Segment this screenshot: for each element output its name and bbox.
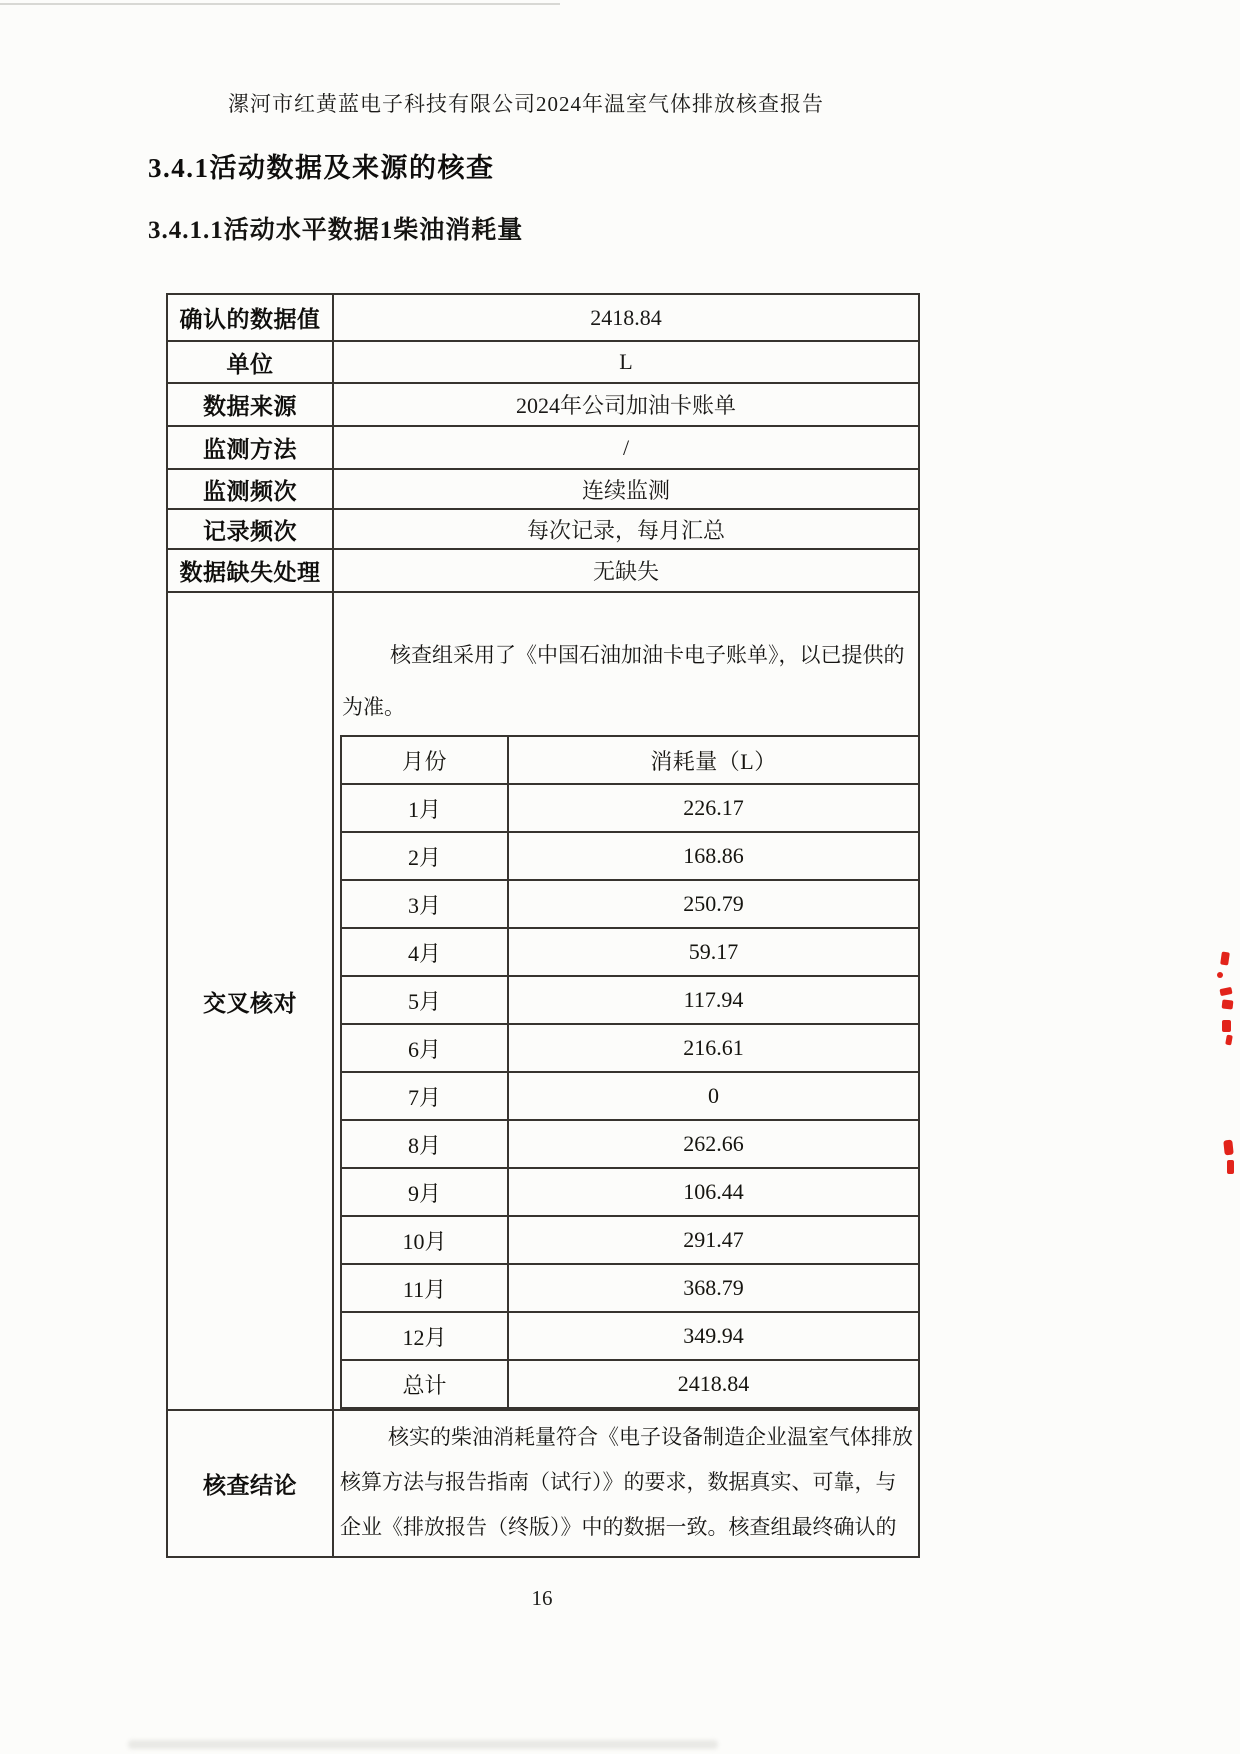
cross-check-cell	[333, 592, 919, 1410]
red-pen-mark	[1217, 972, 1223, 978]
month-cell: 8月	[341, 1120, 508, 1168]
month-cell: 11月	[341, 1264, 508, 1312]
month-cell: 9月	[341, 1168, 508, 1216]
row-label-data-source: 数据来源	[167, 383, 333, 426]
row-value-unit: L	[333, 341, 919, 383]
cross-check-row	[167, 592, 919, 1410]
spec-table	[166, 293, 920, 1558]
row-label-missing-data: 数据缺失处理	[167, 549, 333, 592]
conclusion-line: 企业《排放报告（终版）》中的数据一致。核查组最终确认的	[340, 1515, 897, 1539]
conclusion-label: 核查结论	[167, 1410, 333, 1557]
report-header-title: 漯河市红黄蓝电子科技有限公司2024年温室气体排放核查报告	[228, 92, 824, 116]
scan-artifact-smudge	[128, 1740, 718, 1749]
cross-check-intro	[342, 629, 914, 733]
monthly-row	[341, 1168, 919, 1216]
month-cell: 5月	[341, 976, 508, 1024]
row-label-unit: 单位	[167, 341, 333, 383]
monthly-row	[341, 1312, 919, 1360]
monthly-row	[341, 1264, 919, 1312]
consumption-cell: 106.44	[508, 1168, 919, 1216]
red-pen-mark	[1225, 1035, 1233, 1046]
conclusion-line: 核实的柴油消耗量符合《电子设备制造企业温室气体排放	[388, 1425, 913, 1449]
table-row	[167, 549, 919, 592]
consumption-cell: 59.17	[508, 928, 919, 976]
month-cell: 3月	[341, 880, 508, 928]
scan-artifact-top-line	[0, 3, 560, 5]
consumption-cell: 250.79	[508, 880, 919, 928]
row-label-monitor-frequency: 监测频次	[167, 469, 333, 509]
monthly-row	[341, 832, 919, 880]
month-cell: 7月	[341, 1072, 508, 1120]
table-row	[167, 426, 919, 469]
monthly-row	[341, 1120, 919, 1168]
consumption-cell: 349.94	[508, 1312, 919, 1360]
consumption-cell: 368.79	[508, 1264, 919, 1312]
monthly-consumption-table	[340, 735, 920, 1409]
conclusion-line: 核算方法与报告指南（试行）》的要求，数据真实、可靠，与	[340, 1470, 897, 1494]
row-value-missing-data: 无缺失	[333, 549, 919, 592]
monthly-row	[341, 976, 919, 1024]
row-label-monitor-method: 监测方法	[167, 426, 333, 469]
red-pen-mark	[1227, 1160, 1234, 1174]
cross-check-label: 交叉核对	[167, 592, 333, 1410]
row-value-data-source: 2024年公司加油卡账单	[333, 383, 919, 426]
page-number: 16	[531, 1586, 553, 1610]
red-pen-mark	[1223, 1140, 1234, 1156]
conclusion-row	[167, 1410, 919, 1557]
row-label-confirmed-value: 确认的数据值	[167, 294, 333, 341]
consumption-cell: 262.66	[508, 1120, 919, 1168]
month-cell: 6月	[341, 1024, 508, 1072]
consumption-column-header: 消耗量（L）	[508, 736, 919, 784]
subsection-heading: 3.4.1.1活动水平数据1柴油消耗量	[148, 217, 524, 244]
row-value-record-frequency: 每次记录，每月汇总	[333, 509, 919, 549]
monthly-header-row	[341, 736, 919, 784]
table-row	[167, 294, 919, 341]
table-row	[167, 469, 919, 509]
monthly-row	[341, 1216, 919, 1264]
consumption-cell: 117.94	[508, 976, 919, 1024]
monthly-row	[341, 1072, 919, 1120]
month-cell: 4月	[341, 928, 508, 976]
monthly-total-row	[341, 1360, 919, 1408]
monthly-row	[341, 928, 919, 976]
table-row	[167, 383, 919, 426]
intro-line: 为准。	[342, 695, 405, 719]
total-label-cell: 总计	[341, 1360, 508, 1408]
intro-line: 核查组采用了《中国石油加油卡电子账单》，以已提供的	[390, 643, 905, 667]
red-pen-mark	[1222, 999, 1234, 1009]
row-value-monitor-method: /	[333, 426, 919, 469]
consumption-cell: 0	[508, 1072, 919, 1120]
month-cell: 10月	[341, 1216, 508, 1264]
red-pen-mark	[1220, 952, 1230, 966]
table-row	[167, 341, 919, 383]
red-pen-mark	[1222, 1020, 1231, 1032]
row-value-monitor-frequency: 连续监测	[333, 469, 919, 509]
total-value-cell: 2418.84	[508, 1360, 919, 1408]
row-value-confirmed-value: 2418.84	[333, 294, 919, 341]
row-label-record-frequency: 记录频次	[167, 509, 333, 549]
monthly-row	[341, 1024, 919, 1072]
consumption-cell: 226.17	[508, 784, 919, 832]
consumption-cell: 168.86	[508, 832, 919, 880]
month-cell: 2月	[341, 832, 508, 880]
table-row	[167, 509, 919, 549]
month-cell: 1月	[341, 784, 508, 832]
consumption-cell: 216.61	[508, 1024, 919, 1072]
monthly-row	[341, 784, 919, 832]
section-heading: 3.4.1活动数据及来源的核查	[148, 153, 495, 183]
month-cell: 12月	[341, 1312, 508, 1360]
consumption-cell: 291.47	[508, 1216, 919, 1264]
red-pen-mark	[1219, 987, 1232, 996]
conclusion-cell	[333, 1410, 919, 1557]
month-column-header: 月份	[341, 736, 508, 784]
monthly-row	[341, 880, 919, 928]
